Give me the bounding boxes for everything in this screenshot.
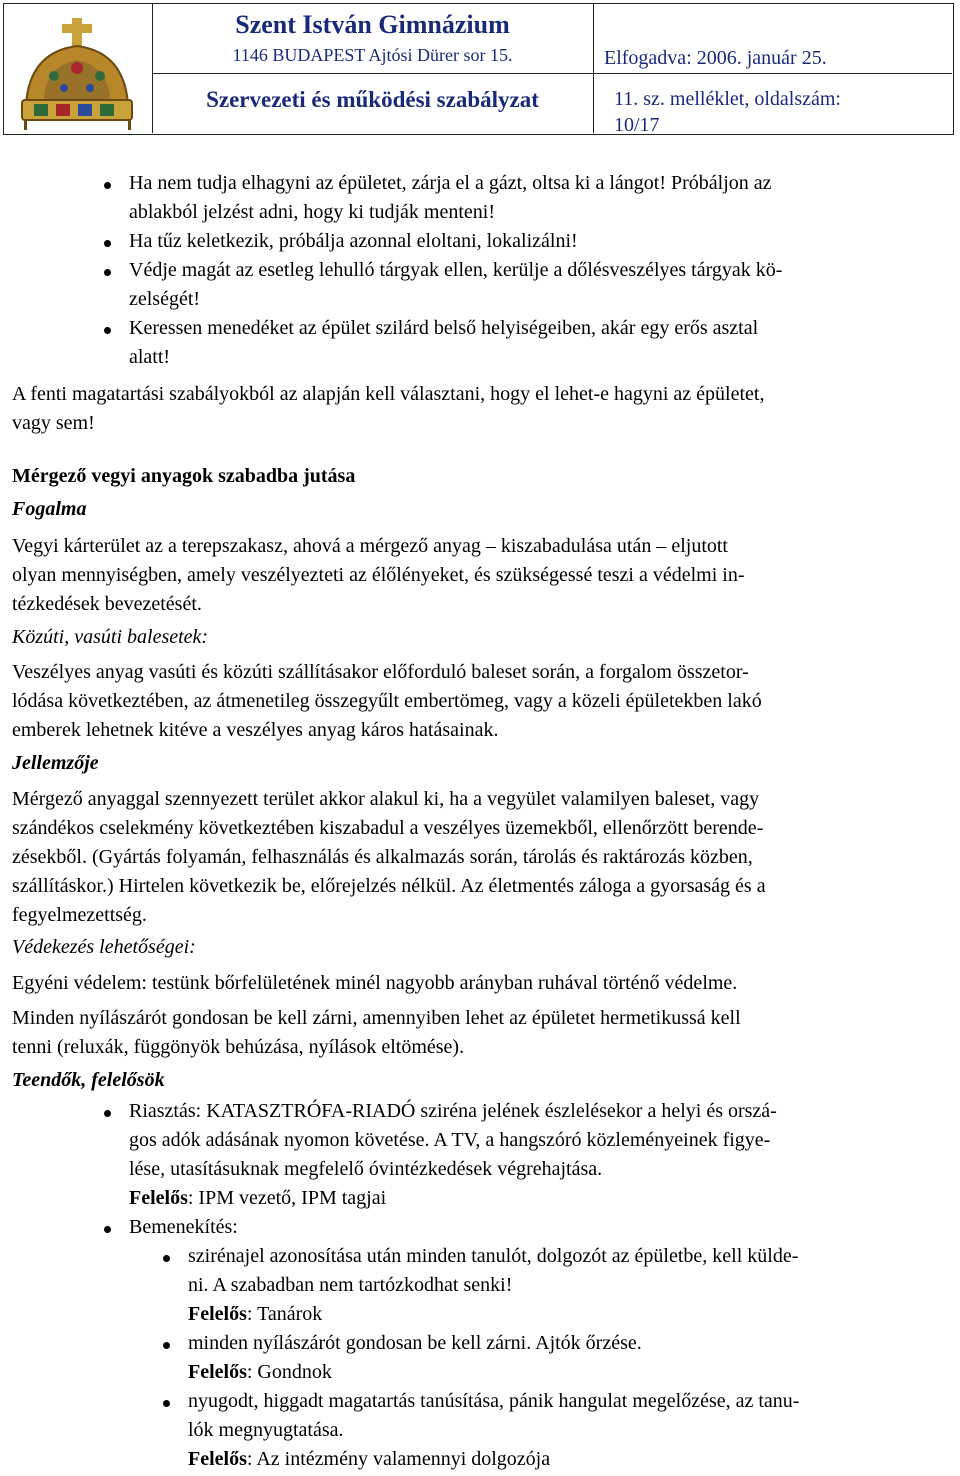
responsible-value: : IPM vezető, IPM tagjai [187, 1187, 387, 1209]
bullet-icon [163, 1255, 170, 1262]
paragraph-line: Veszélyes anyag vasúti és közúti szállításakor előforduló baleset során, a forgalom összetor- [12, 661, 749, 683]
responsible-value: : Tanárok [246, 1303, 323, 1325]
bullet-icon [104, 327, 111, 334]
list-item-line: Ha tűz keletkezik, próbálja azonnal eloltani, lokalizálni! [129, 230, 578, 252]
paragraph-line: Egyéni védelem: testünk bőrfelületének minél nagyobb arányban ruhával történő védelme. [12, 972, 738, 994]
list-item-line: Bemenekítés: [129, 1216, 238, 1238]
paragraph-line: szándékos cselekmény következtében kiszabadul a veszélyes üzemekből, ellenőrzött berende- [12, 817, 764, 839]
paragraph-line: olyan mennyiségben, amely veszélyezteti az élőlényeket, és szükségessé teszi a védelmi in- [12, 564, 745, 586]
section-title: Mérgező vegyi anyagok szabadba jutása [12, 465, 356, 487]
list-item-line: gos adók adásának nyomon követése. A TV, a hangszóró közleményeinek figye- [129, 1129, 771, 1151]
paragraph-line: vagy sem! [12, 412, 95, 434]
document-title: Szervezeti és működési szabályzat [206, 87, 539, 112]
header-divider [152, 73, 952, 74]
list-item-line: lók megnyugtatása. [188, 1419, 344, 1441]
list-item-line: alatt! [129, 346, 171, 368]
list-item-line: lése, utasításuknak megfelelő óvintézkedések végrehajtása. [129, 1158, 603, 1180]
responsible-line [188, 1445, 550, 1474]
list-item-line: Védje magát az esetleg lehulló tárgyak ellen, kerülje a dőlésveszélyes tárgyak kö- [129, 259, 783, 281]
bullet-icon [104, 182, 111, 189]
list-item-line: ni. A szabadban nem tartózkodhat senki! [188, 1274, 513, 1296]
responsible-label: Felelős [188, 1448, 247, 1470]
subheading-kozuti: Közúti, vasúti balesetek: [12, 626, 209, 648]
responsible-line [188, 1358, 332, 1387]
list-item-line: Riasztás: KATASZTRÓFA-RIADÓ sziréna jelének észlelésekor a helyi és orszá- [129, 1100, 777, 1122]
holy-crown-icon [4, 4, 152, 133]
list-item-line: zelségét! [129, 288, 201, 310]
meta-cell [594, 4, 952, 136]
list-item-line: szirénajel azonosítása után minden tanulót, dolgozót az épületbe, kell külde- [188, 1245, 799, 1267]
responsible-value: : Gondnok [246, 1361, 332, 1383]
paragraph-line: emberek lehetnek kitéve a veszélyes anyag káros hatásainak. [12, 719, 499, 741]
responsible-label: Felelős [188, 1361, 247, 1383]
logo-cell [4, 4, 153, 133]
bullet-icon [104, 1226, 111, 1233]
paragraph-line: fegyelmezettség. [12, 904, 147, 926]
accepted-date: Elfogadva: 2006. január 25. [604, 47, 827, 69]
list-item-line: nyugodt, higgadt magatartás tanúsítása, pánik hangulat megelőzése, az tanu- [188, 1390, 800, 1412]
school-address: 1146 BUDAPEST Ajtósi Dürer sor 15. [232, 45, 513, 65]
bullet-icon [104, 269, 111, 276]
subheading-teendok: Teendők, felelősök [12, 1069, 165, 1091]
responsible-line [188, 1300, 322, 1329]
list-item-line: ablakból jelzést adni, hogy ki tudják menteni! [129, 201, 496, 223]
paragraph-line: lódása következtében, az átmenetileg összegyűlt embertömeg, vagy a közeli épületekben lakó [12, 690, 762, 712]
responsible-label: Felelős [129, 1187, 188, 1209]
subheading-fogalma: Fogalma [12, 498, 87, 520]
annex-line: 11. sz. melléklet, oldalszám: [614, 88, 841, 110]
page-number: 10/17 [614, 114, 660, 136]
responsible-value: : Az intézmény valamennyi dolgozója [246, 1448, 551, 1470]
bullet-icon [163, 1342, 170, 1349]
responsible-line [129, 1184, 386, 1213]
paragraph-line: tenni (reluxák, függönyök behúzása, nyílások eltömése). [12, 1036, 465, 1058]
school-name: Szent István Gimnázium [235, 10, 510, 39]
responsible-label: Felelős [188, 1303, 247, 1325]
paragraph-line: tézkedések bevezetését. [12, 593, 202, 615]
bullet-icon [104, 1110, 111, 1117]
list-item-line: minden nyílászárót gondosan be kell zárni. Ajtók őrzése. [188, 1332, 642, 1354]
bullet-icon [104, 240, 111, 247]
paragraph-line: zésekből. (Gyártás folyamán, felhasználás és alkalmazás során, tárolás és raktározás közben, [12, 846, 753, 868]
paragraph-line: Vegyi kárterület az a terepszakasz, ahová a mérgező anyag – kiszabadulása után – eljutott [12, 535, 728, 557]
title-cell [152, 4, 594, 133]
list-item-line: Ha nem tudja elhagyni az épületet, zárja el a gázt, oltsa ki a lángot! Próbáljon az [129, 172, 772, 194]
bullet-icon [163, 1400, 170, 1407]
list-item-line: Keressen menedéket az épület szilárd belső helyiségeiben, akár egy erős asztal [129, 317, 759, 339]
annex-page-info [614, 86, 934, 138]
paragraph-line: Mérgező anyaggal szennyezett terület akkor alakul ki, ha a vegyület valamilyen baleset, vagy [12, 788, 760, 810]
paragraph-line: szállításkor.) Hirtelen következik be, előrejelzés nélkül. Az életmentés záloga a gyorsaság és a [12, 875, 766, 897]
paragraph-line: Minden nyílászárót gondosan be kell zárni, amennyiben lehet az épületet hermetikussá kell [12, 1007, 741, 1029]
subheading-jellemzoje: Jellemzője [12, 752, 99, 774]
page-header [3, 3, 954, 135]
paragraph-line: A fenti magatartási szabályokból az alapján kell választani, hogy el lehet-e hagyni az épületet, [12, 383, 765, 405]
subheading-vedekezes: Védekezés lehetőségei: [12, 936, 196, 958]
